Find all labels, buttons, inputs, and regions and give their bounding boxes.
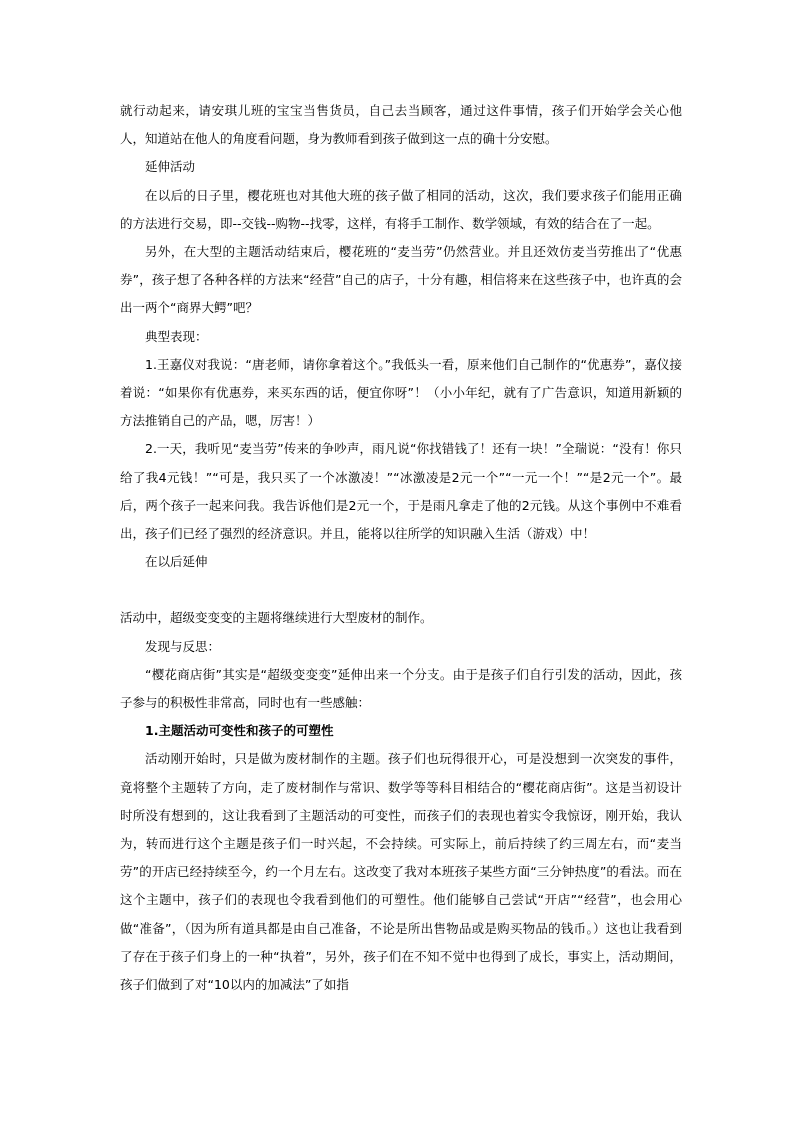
paragraph-findings: “樱花商店街”其实是“超级变变变”延伸出来一个分支。由于是孩子们自行引发的活动，因此，孩子参与的积极性非常高，同时也有一些感触： (120, 666, 682, 711)
paragraph-mcdonalds: 另外，在大型的主题活动结束后，樱花班的“麦当劳”仍然营业。并且还效仿麦当劳推出了“优惠券”，孩子想了各种各样的方法来“经营”自己的店子，十分有趣，相信将来在这些孩子中，也许真的会出一两个“商界大鳄”吧？ (120, 244, 682, 316)
paragraph-extension: 在以后的日子里，樱花班也对其他大班的孩子做了相同的活动，这次，我们要求孩子们能用正确的方法进行交易，即--交钱--购物--找零，这样，有将手工制作、数学领域，有效的结合在了一起。 (120, 187, 682, 231)
paragraph-example-1: 1.王嘉仪对我说：“唐老师，请你拿着这个。”我低头一看，原来他们自己制作的“优惠券”，嘉仪接着说：“如果你有优惠券，来买东西的话，便宜你呀”！（小小年纪，就有了广告意识，知道用新颖的方法推销自己的产品，嗯，厉害！） (120, 356, 682, 429)
subheading-variability: 1.主题活动可变性和孩子的可塑性 (145, 723, 334, 739)
paragraph-continuation: 活动中，超级变变变的主题将继续进行大型废材的制作。 (120, 610, 433, 626)
paragraph-later-extension: 在以后延伸 (145, 554, 208, 570)
blank-line (120, 576, 682, 604)
document-body (120, 97, 682, 999)
heading-findings: 发现与反思： (145, 638, 221, 654)
heading-extension-activity: 延伸活动 (145, 159, 196, 175)
paragraph-reflection: 活动刚开始时，只是做为废材制作的主题。孩子们也玩得很开心，可是没想到一次突发的事件，竟将整个主题转了方向，走了废材制作与常识、数学等等科目相结合的“樱花商店街”。这是当初设计时所没有想到的，这让我看到了主题活动的可变性，而孩子们的表现也着实令我惊讶，刚开始，我认为，转而进行这个主题是孩子们一时兴起，不会持续。可实际上，前后持续了约三周左右，而“麦当劳”的开店已经持续至今，约一个月左右。这改变了我对本班孩子某些方面“三分钟热度”的看法。而在这个主题中，孩子们的表现也令我看到他们的可塑性。他们能够自己尝试“开店”“经营”，也会用心做“准备”，（因为所有道具都是由自己准备，不论是所出售物品或是购买物品的钱币。）这也让我看到了存在于孩子们身上的一种“执着”，另外，孩子们在不知不觉中也得到了成长，事实上，活动期间，孩子们做到了对“10以内的加减法”了如指 (120, 751, 682, 993)
heading-typical-behavior: 典型表现： (145, 328, 208, 344)
paragraph-intro: 就行动起来，请安琪儿班的宝宝当售货员，自己去当顾客，通过这件事情，孩子们开始学会关心他人，知道站在他人的角度看问题，身为教师看到孩子做到这一点的确十分安慰。 (120, 103, 682, 147)
paragraph-example-2: 2.一天，我听见“麦当劳”传来的争吵声，雨凡说“你找错钱了！还有一块！”全瑞说：“没有！你只给了我4元钱！”“可是，我只买了一个冰激凌！”“冰激凌是2元一个”“一元一个！”“是2元一个”。最后，两个孩子一起来问我。我告诉他们是2元一个，于是雨凡拿走了他的2元钱。从这个事例中不难看出，孩子们已经了强烈的经济意识。并且，能将以往所学的知识融入生活（游戏）中！ (120, 441, 682, 542)
